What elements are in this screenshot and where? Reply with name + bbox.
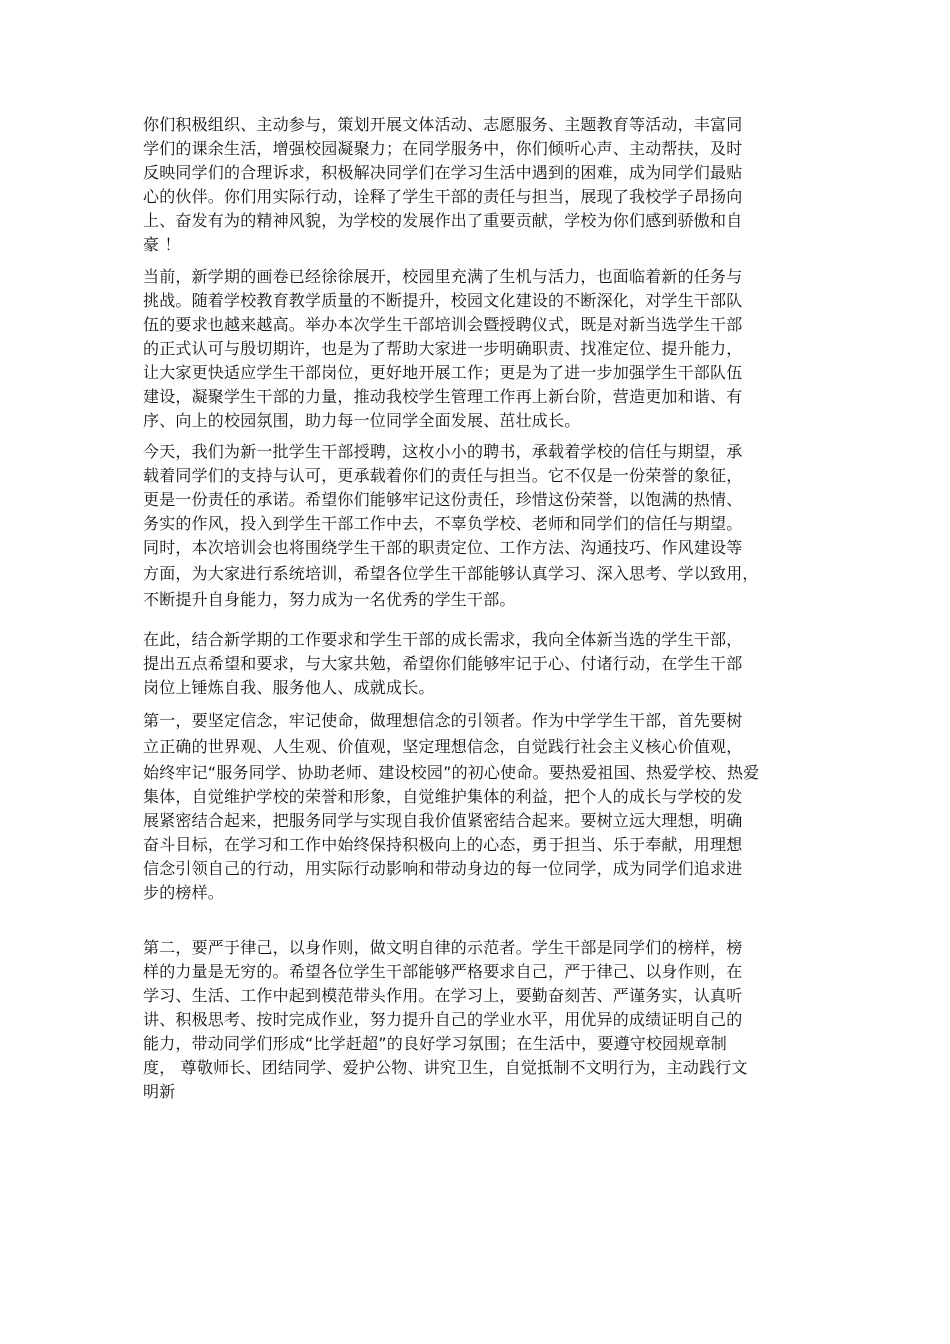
text-line: 始终牢记“服务同学、协助老师、建设校园”的初心使命。要热爱祖国、热爱学校、热爱	[143, 763, 760, 782]
text-line: 同时，本次培训会也将围绕学生干部的职责定位、工作方法、沟通技巧、作风建设等	[143, 538, 743, 557]
text-line: 务实的作风，投入到学生干部工作中去，不辜负学校、老师和同学们的信任与期望。	[143, 514, 743, 533]
text-line: 载着同学们的支持与认可，更承载着你们的责任与担当。它不仅是一份荣誉的象征，	[143, 466, 743, 485]
text-line: 明新	[143, 1082, 176, 1101]
text-line: 讲、积极思考、按时完成作业，努力提升自己的学业水平，用优异的成绩证明自己的	[143, 1010, 743, 1029]
text-line: 度， 尊敬师长、团结同学、爱护公物、讲究卫生，自觉抵制不文明行为，主动践行文	[143, 1058, 748, 1077]
text-line: 反映同学们的合理诉求，积极解决同学们在学习生活中遇到的困难，成为同学们最贴	[143, 163, 743, 182]
text-line: 第一，要坚定信念，牢记使命，做理想信念的引领者。作为中学学生干部，首先要树	[143, 711, 743, 730]
text-line: 你们积极组织、主动参与，策划开展文体活动、志愿服务、主题教育等活动，丰富同	[143, 115, 743, 134]
text-line: 提出五点希望和要求，与大家共勉，希望你们能够牢记于心、付诸行动，在学生干部	[143, 654, 743, 673]
text-line: 当前，新学期的画卷已经徐徐展开，校园里充满了生机与活力，也面临着新的任务与	[143, 267, 743, 286]
text-line: 的正式认可与殷切期许，也是为了帮助大家进一步明确职责、找准定位、提升能力，	[143, 339, 743, 358]
text-line: 伍的要求也越来越高。举办本次学生干部培训会暨授聘仪式，既是对新当选学生干部	[143, 315, 743, 334]
text-line: 在此，结合新学期的工作要求和学生干部的成长需求，我向全体新当选的学生干部，	[143, 630, 743, 649]
text-line: 今天，我们为新一批学生干部授聘，这枚小小的聘书，承载着学校的信任与期望，承	[143, 442, 743, 461]
paragraph-6	[143, 936, 823, 1104]
text-line: 学习、生活、工作中起到模范带头作用。在学习上，要勤奋刻苦、严谨务实，认真听	[143, 986, 743, 1005]
text-line: 更是一份责任的承诺。希望你们能够牢记这份责任，珍惜这份荣誉，以饱满的热情、	[143, 490, 743, 509]
text-line: 岗位上锤炼自我、服务他人、成就成长。	[143, 678, 435, 697]
paragraph-3	[143, 440, 823, 612]
text-line: 让大家更快适应学生干部岗位，更好地开展工作；更是为了进一步加强学生干部队伍	[143, 363, 743, 382]
text-line: 立正确的世界观、人生观、价值观，坚定理想信念，自觉践行社会主义核心价值观，	[143, 737, 743, 756]
paragraph-2	[143, 265, 823, 433]
text-line: 展紧密结合起来，把服务同学与实现自我价值紧密结合起来。要树立远大理想，明确	[143, 811, 743, 830]
text-line: 建设，凝聚学生干部的力量，推动我校学生管理工作再上新台阶，营造更加和谐、有	[143, 387, 743, 406]
paragraph-4	[143, 628, 823, 700]
text-line: 能力，带动同学们形成“比学赶超”的良好学习氛围；在生活中，要遵守校园规章制	[143, 1034, 727, 1053]
text-line: 心的伙伴。你们用实际行动，诠释了学生干部的责任与担当，展现了我校学子昂扬向	[143, 187, 743, 206]
text-line: 挑战。随着学校教育教学质量的不断提升，校园文化建设的不断深化，对学生干部队	[143, 291, 743, 310]
paragraph-1	[143, 113, 823, 257]
text-line: 奋斗目标，在学习和工作中始终保持积极向上的心态，勇于担当、乐于奉献，用理想	[143, 835, 743, 854]
text-line: 方面，为大家进行系统培训，希望各位学生干部能够认真学习、深入思考、学以致用，	[143, 564, 759, 583]
text-line: 上、奋发有为的精神风貌，为学校的发展作出了重要贡献，学校为你们感到骄傲和自	[143, 211, 743, 230]
text-line: 步的榜样。	[143, 883, 225, 902]
text-line: 样的力量是无穷的。希望各位学生干部能够严格要求自己，严于律己、以身作则，在	[143, 962, 743, 981]
text-line: 不断提升自身能力，努力成为一名优秀的学生干部。	[143, 590, 516, 609]
document-body	[143, 113, 823, 1104]
text-line: 学们的课余生活，增强校园凝聚力；在同学服务中，你们倾听心声、主动帮扶，及时	[143, 139, 743, 158]
text-line: 集体，自觉维护学校的荣誉和形象，自觉维护集体的利益，把个人的成长与学校的发	[143, 787, 743, 806]
text-line: 豪 ！	[143, 235, 181, 254]
text-line: 第二，要严于律己，以身作则，做文明自律的示范者。学生干部是同学们的榜样，榜	[143, 938, 743, 957]
text-line: 序、向上的校园氛围，助力每一位同学全面发展、茁壮成长。	[143, 411, 581, 430]
paragraph-5	[143, 709, 823, 905]
text-line: 信念引领自己的行动，用实际行动影响和带动身边的每一位同学，成为同学们追求进	[143, 859, 743, 878]
